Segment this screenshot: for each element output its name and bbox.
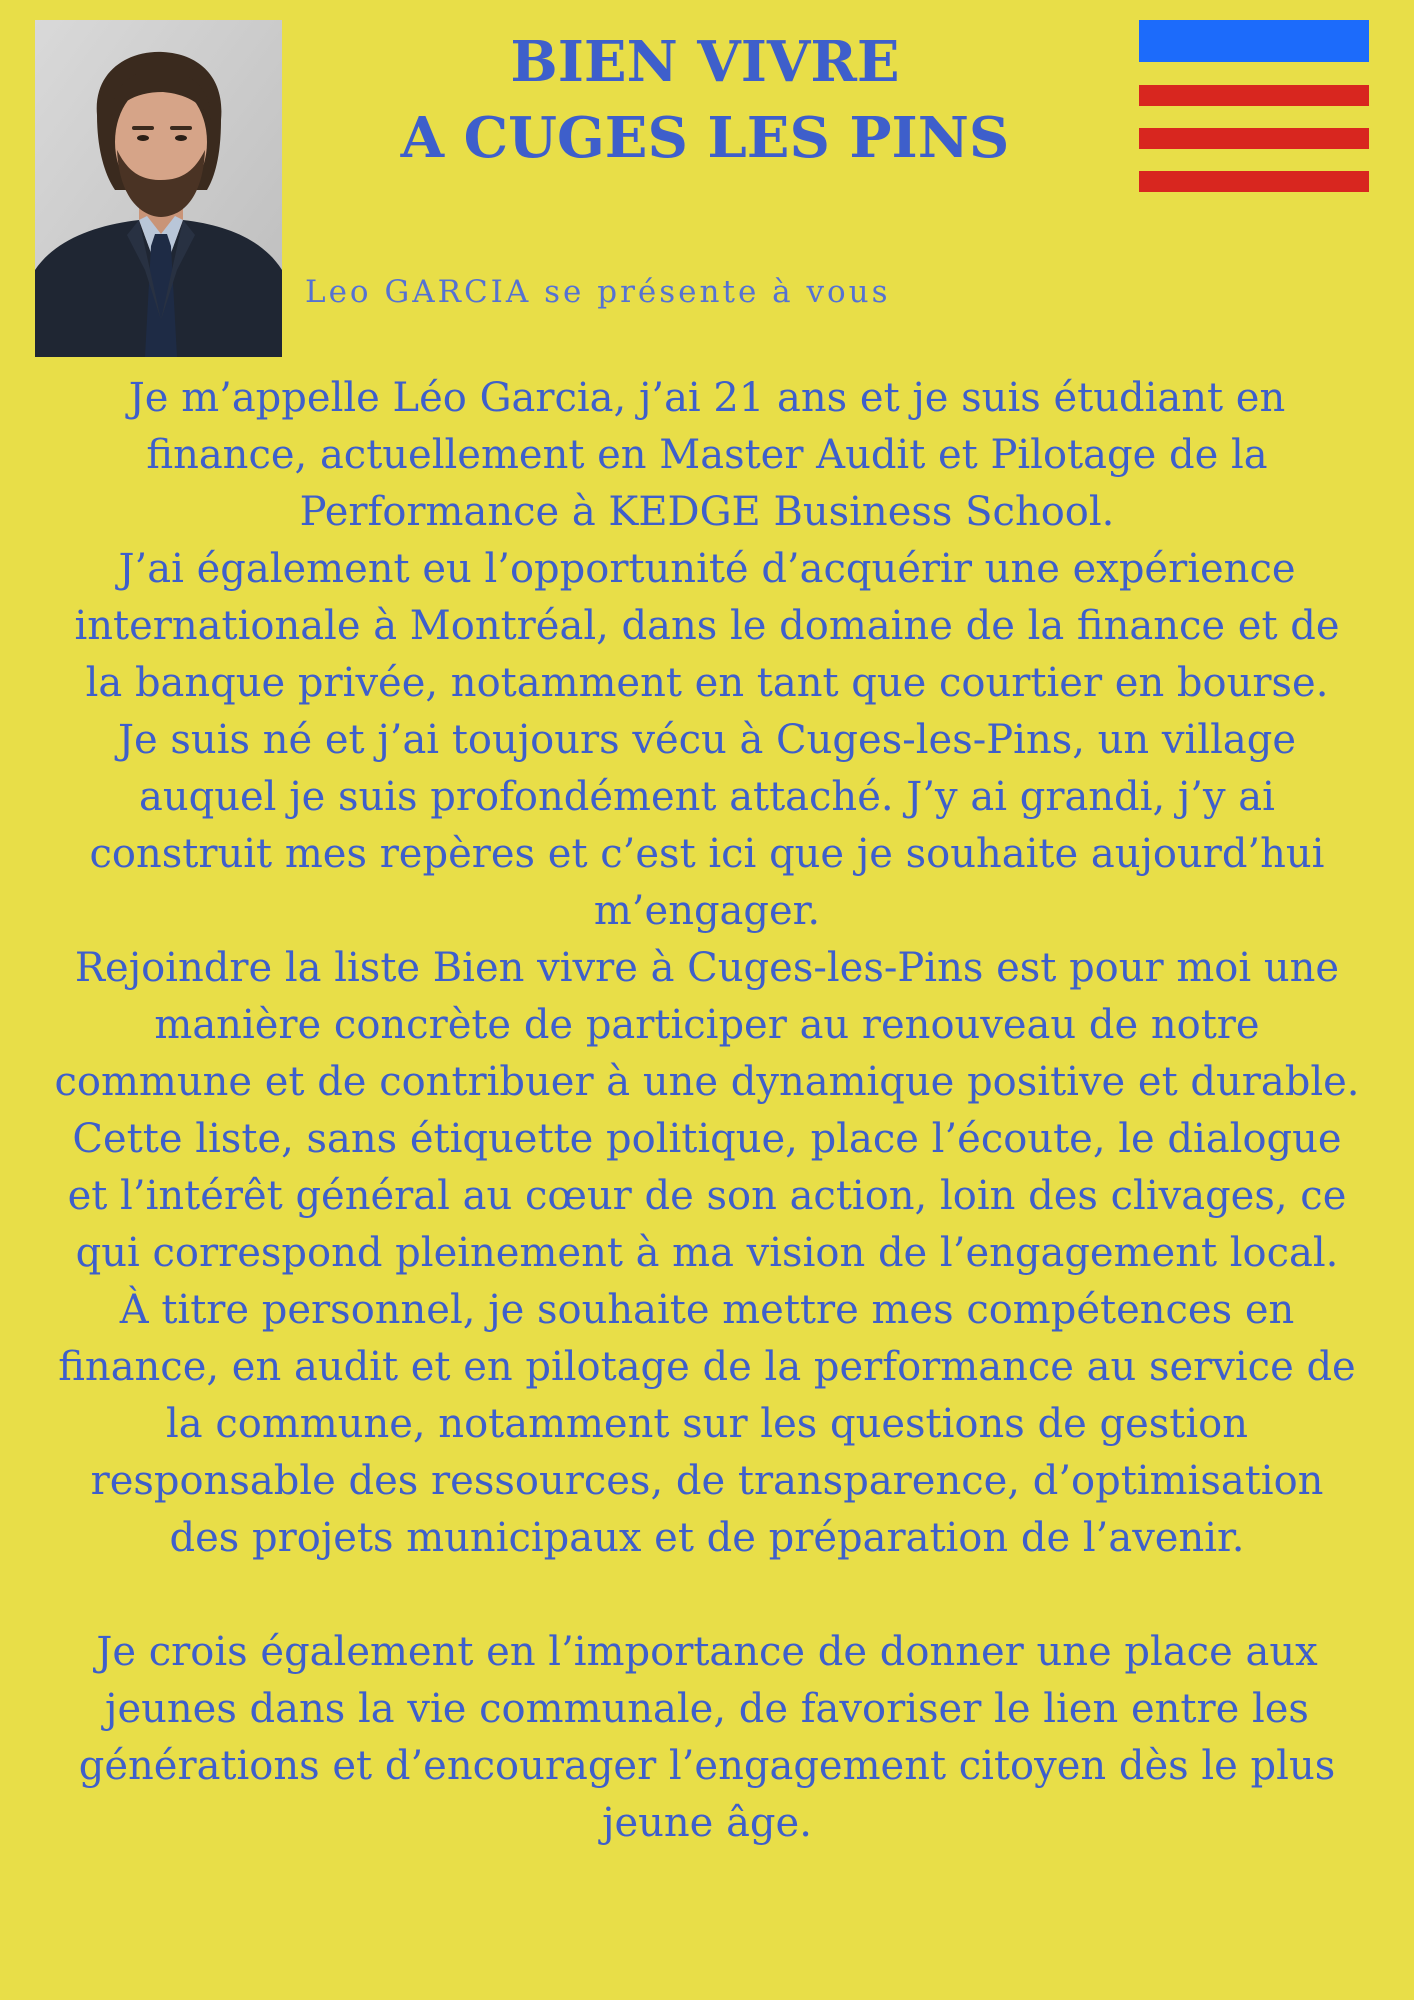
paragraph: À titre personnel, je souhaite mettre mes compétences en finance, en audit et en pilotage de la performance au service de la commune, notamment sur les questions de gestion responsable des ressources, de transparence, d’optimisation des projets municipaux et de préparation de l’avenir.: [58, 1287, 1356, 1561]
paragraph: J’ai également eu l’opportunité d’acquérir une expérience internationale à Montréal, dans le domaine de la finance et de la banque privée, notamment en tant que courtier en bourse.: [74, 546, 1340, 706]
title-line-1: BIEN VIVRE: [510, 29, 900, 95]
candidate-portrait: [35, 20, 282, 357]
flag-stripe-blue: [1139, 20, 1369, 62]
paragraph: Je suis né et j’ai toujours vécu à Cuges-les-Pins, un village auquel je suis profondément attaché. J’y ai grandi, j’y ai construit mes repères et c’est ici que je souhaite aujourd’hui m’engager.: [89, 717, 1325, 934]
flag-stripe-red: [1139, 85, 1369, 106]
flag-stripe-red: [1139, 171, 1369, 192]
flag-emblem: [1139, 20, 1369, 193]
paragraph: Je crois également en l’importance de donner une place aux jeunes dans la vie communale, de favoriser le lien entre les générations et d’encourager l’engagement citoyen dès le plus jeune âge.: [78, 1629, 1336, 1846]
flag-stripe-red: [1139, 128, 1369, 149]
title-line-2: A CUGES LES PINS: [400, 105, 1010, 171]
page-title: [330, 24, 1080, 176]
paragraph: Je m’appelle Léo Garcia, j’ai 21 ans et je suis étudiant en finance, actuellement en Master Audit et Pilotage de la Performance à KEDGE Business School.: [128, 375, 1286, 535]
subtitle: Leo GARCIA se présente à vous: [305, 274, 891, 310]
paragraph-spacer: [50, 1567, 1364, 1624]
presentation-text: [50, 370, 1364, 1852]
paragraph: Rejoindre la liste Bien vivre à Cuges-les-Pins est pour moi une manière concrète de participer au renouveau de notre commune et de contribuer à une dynamique positive et durable. Cette liste, sans étiquette politique, place l’écoute, le dialogue et l’intérêt général au cœur de son action, loin des clivages, ce qui correspond pleinement à ma vision de l’engagement local.: [54, 945, 1360, 1276]
